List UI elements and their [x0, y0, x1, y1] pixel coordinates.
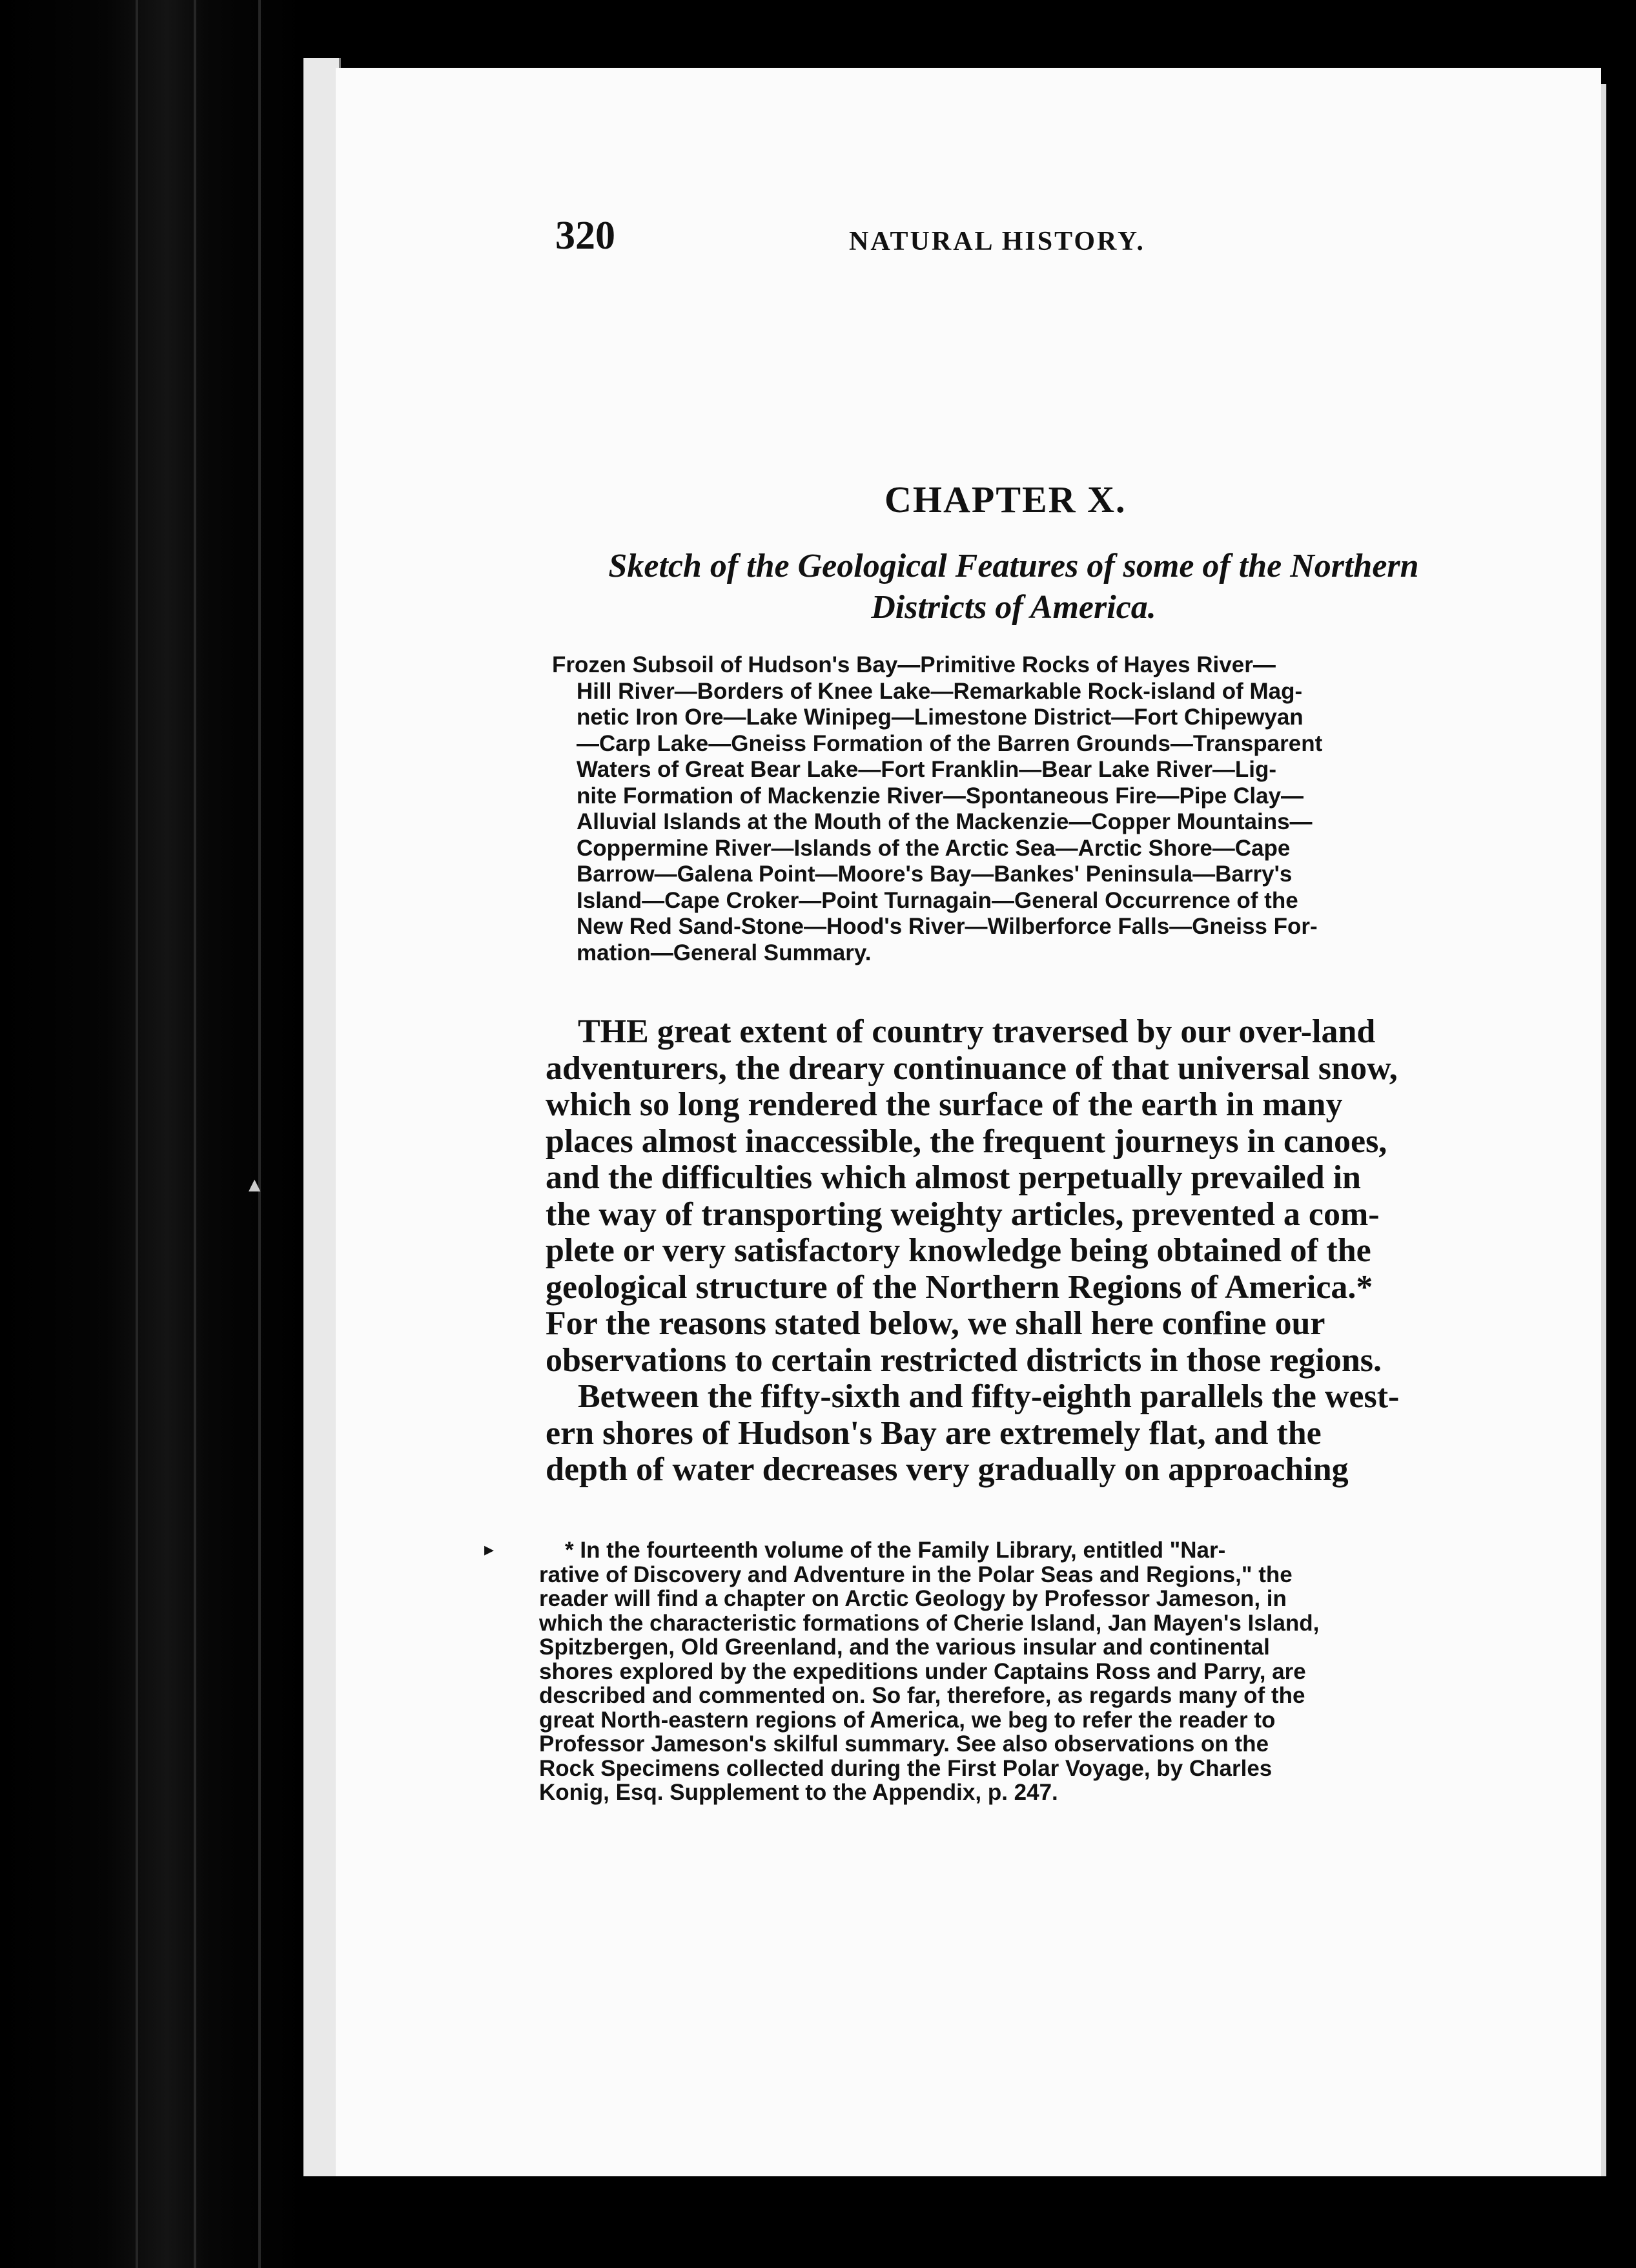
footnote-line: rative of Discovery and Adventure in the Polar Seas and Regions," the	[539, 1562, 1293, 1587]
chapter-title: CHAPTER X.	[884, 479, 1127, 521]
page-header	[555, 213, 1201, 265]
footnote-line: described and commented on. So far, therefore, as regards many of the	[539, 1683, 1305, 1708]
footnote-line: great North-eastern regions of America, we beg to refer the reader to	[539, 1707, 1276, 1733]
footnote	[539, 1538, 1482, 1805]
footnote-line: Professor Jameson's skilful summary. See also observations on the	[539, 1731, 1269, 1757]
edge-mark-icon: ▲	[249, 1175, 261, 1193]
summary-line: New Red Sand-Stone—Hood's River—Wilberforce Falls—Gneiss For-	[577, 914, 1318, 939]
pointer-mark-icon: ▸	[484, 1538, 495, 1561]
body-line: depth of water decreases very gradually on approaching	[546, 1451, 1349, 1488]
footnote-line: Spitzbergen, Old Greenland, and the various insular and continental	[539, 1634, 1270, 1660]
body-line: ern shores of Hudson's Bay are extremely flat, and the	[546, 1414, 1322, 1452]
summary-line: Hill River—Borders of Knee Lake—Remarkable Rock-island of Mag-	[577, 678, 1303, 704]
spine-stripe	[258, 0, 261, 2268]
summary-line: netic Iron Ore—Lake Winipeg—Limestone District—Fort Chipewyan	[577, 705, 1304, 730]
summary-line: Barrow—Galena Point—Moore's Bay—Bankes' Peninsula—Barry's	[577, 861, 1293, 887]
footnote-line: * In the fourteenth volume of the Family Library, entitled "Nar-	[565, 1538, 1226, 1563]
running-head: NATURAL HISTORY.	[849, 227, 1145, 256]
summary-line: Coppermine River—Islands of the Arctic Sea—Arctic Shore—Cape	[577, 835, 1291, 861]
page-number: 320	[555, 214, 615, 258]
summary-line: mation—General Summary.	[577, 940, 872, 965]
body-line: places almost inaccessible, the frequent journeys in canoes,	[546, 1122, 1387, 1160]
footnote-line: Rock Specimens collected during the First Polar Voyage, by Charles	[539, 1755, 1273, 1781]
body-line: which so long rendered the surface of the earth in many	[546, 1086, 1343, 1123]
footnote-line: reader will find a chapter on Arctic Geology by Professor Jameson, in	[539, 1586, 1287, 1611]
summary-line: Frozen Subsoil of Hudson's Bay—Primitive Rocks of Hayes River—	[552, 652, 1276, 677]
spine-stripe	[194, 0, 196, 2268]
summary-line: Waters of Great Bear Lake—Fort Franklin—Bear Lake River—Lig-	[577, 757, 1277, 782]
body-line: adventurers, the dreary continuance of that universal snow,	[546, 1049, 1398, 1087]
summary-line: Island—Cape Croker—Point Turnagain—General Occurrence of the	[577, 887, 1298, 913]
summary-line: nite Formation of Mackenzie River—Spontaneous Fire—Pipe Clay—	[577, 783, 1304, 809]
chapter-subtitle: Sketch of the Geological Features of some of the Northern Districts of America.	[608, 548, 1419, 626]
body-line: plete or very satisfactory knowledge being obtained of the	[546, 1232, 1371, 1269]
body-line: For the reasons stated below, we shall here confine our	[546, 1305, 1325, 1342]
body-line: Between the fifty-sixth and fifty-eighth parallels the west-	[578, 1378, 1400, 1415]
chapter-summary	[552, 652, 1482, 966]
book-spine	[0, 0, 303, 2268]
body-line: geological structure of the Northern Regions of America.*	[546, 1268, 1373, 1306]
footnote-line: which the characteristic formations of Cherie Island, Jan Mayen's Island,	[539, 1610, 1320, 1636]
body-line: the way of transporting weighty articles, prevented a com-	[546, 1195, 1380, 1233]
footnote-line: shores explored by the expeditions under Captains Ross and Parry, are	[539, 1658, 1306, 1684]
right-background	[1606, 0, 1636, 2268]
body-line: observations to certain restricted districts in those regions.	[546, 1341, 1382, 1379]
summary-line: —Carp Lake—Gneiss Formation of the Barren Grounds—Transparent	[577, 730, 1323, 756]
body-line: and the difficulties which almost perpetually prevailed in	[546, 1159, 1361, 1196]
footnote-line: Konig, Esq. Supplement to the Appendix, p. 247.	[539, 1780, 1058, 1805]
spine-stripe	[136, 0, 138, 2268]
body-text	[546, 1014, 1488, 1489]
body-line: THE great extent of country traversed by our over-land	[578, 1013, 1376, 1050]
summary-line: Alluvial Islands at the Mouth of the Mackenzie—Copper Mountains—	[577, 809, 1313, 834]
